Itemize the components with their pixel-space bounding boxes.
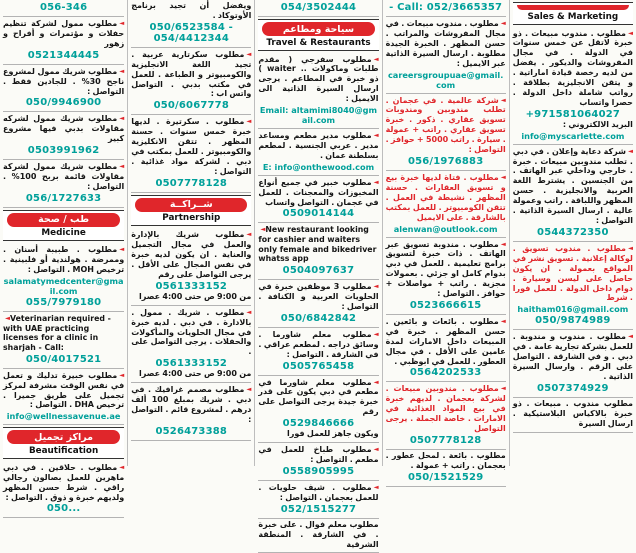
ad-text: مطلوب مدير مطعم ومساعد مدير . عربي الجنسية . لمطعم بسلطنة عمان . (258, 131, 379, 160)
ad-bullet-icon: ◄ (373, 445, 379, 454)
email-address: Email: altamimi8040@gmail.com (259, 105, 378, 126)
phone-number: 0507778128 (409, 435, 482, 446)
ad-bullet-icon: ◄ (627, 243, 633, 252)
section-header (513, 2, 633, 25)
ad-listing (3, 369, 124, 426)
phone-number: 050/9946900 (25, 97, 102, 109)
section-title-ar: طب / صحة (7, 213, 120, 227)
ad-listing (258, 223, 378, 280)
ad-text: مطلوب ممول لشركة تنظيم حفلات و مؤتمرات و أفراح و زهور (3, 19, 125, 48)
section-header (3, 210, 124, 242)
section-header (3, 427, 124, 459)
phone-number: 056/1976883 (407, 155, 484, 167)
ad-bullet-icon: ◄ (500, 19, 506, 27)
phone-number: 055/7979180 (25, 297, 102, 309)
ad-listing (258, 176, 378, 224)
ad-bullet-icon: ◄ (500, 316, 506, 325)
ad-listing (386, 315, 506, 383)
ad-listing (513, 242, 633, 330)
ad-listing (3, 243, 124, 312)
ad-bullet-icon: ◄ (246, 385, 252, 394)
section-header (258, 19, 378, 51)
ad-text: مطلوب شريك ممول لمشروع ناجح 30% . للجادين فقط . التواصل : (3, 66, 125, 96)
ad-listing (386, 17, 506, 94)
ad-text: مطلوب معلم شاورما في مطعم في دبي يكون على قدر خبرة جيدة يرجى التواصل على رقم (258, 377, 379, 417)
ad-bullet-icon: ◄ (373, 177, 379, 186)
ad-text: شركة عالمية . في عجمان . تطلب مندوبين ومندوبات تسويق عقاري . ذكور . خبرة تسويق عقاري . راتب + عمولة . سيارة . راتب 5000 + حوافز . التواصل : (385, 95, 506, 155)
email-address: info@wellnessavenue.ae (6, 411, 121, 422)
ad-text: من 9:00 ص حتى 4:00 عصرا (139, 369, 252, 379)
ad-listing-partial (131, 0, 251, 48)
ad-text: مطلوب . شريك . ممول . بالادارة . في دبي . لديه خبرة في مجال الحلويات والمأكولات والحفلات . يرجى التواصل على . (131, 307, 252, 357)
ad-text: شركة دعاية وإعلان . في دبي . تطلب مندوبين مبيعات . خبرة . خارجي وداخلي عبر الهاتف . من الجنسين . يشترط اللغة العربية والانجليزية . حسن المظهر واللباقة . راتب وعمولة عالية . ارسال السيرة الذاتية . التواصل : (512, 146, 633, 225)
ad-bullet-icon: ◄ (246, 307, 252, 316)
phone-number: 056/1727633 (25, 192, 102, 204)
phone-number: - Call: 052/3665357 (389, 2, 503, 13)
email-address: info@myscarlette.com (521, 130, 625, 141)
section-title-en: Partnership (162, 213, 221, 224)
phone-number: 0558905995 (282, 465, 355, 477)
ad-text: مطلوب . بائعة . لمحل عطور . بعجمان . راتب + عمولة . (385, 451, 506, 470)
ad-text: مطلوب . مندوب مبيعات . في مجال المفروشات والمراتب . حسن المظهر . الخبرة الجيدة مطلوبة . ارسال السيرة الذاتية عبر الايميل : (385, 19, 506, 68)
ad-bullet-icon: ◄ (627, 332, 633, 341)
ad-listing (131, 48, 251, 116)
section-title-ar: شــراكــة (135, 198, 247, 212)
ad-listing (258, 280, 378, 328)
phone-number: 054/3502444 (280, 2, 357, 13)
ad-listing-partial (258, 0, 378, 17)
ad-listing (386, 238, 506, 315)
ad-text: ويفضل أن تجيد برنامج الأوتوكاد . (131, 1, 252, 20)
ad-listing (131, 306, 251, 383)
ad-listing (3, 312, 124, 369)
section-header (131, 195, 251, 227)
phone-number: 0564202533 (409, 367, 482, 379)
ad-listing-partial (513, 398, 633, 433)
ad-bullet-icon: ◄ (119, 462, 125, 471)
ad-text: مطلوب . طبيبة أسنان . وممرضة . هولندية أو فلبينية . ترخيص MOH . التواصل : (3, 245, 125, 275)
section-title-en: Medicine (41, 228, 86, 239)
phone-number: 0505765458 (282, 360, 355, 372)
ad-text: مطلوب طباخ للعمل في مطعم . التواصل : (258, 445, 379, 464)
ad-bullet-icon: ◄ (246, 230, 252, 239)
ad-text: ويكون جاهز للعمل فورا (287, 429, 379, 439)
ad-bullet-icon: ◄ (500, 172, 506, 181)
phone-number: 050/9874989 (535, 315, 611, 327)
ad-listing (3, 461, 124, 519)
ad-listing (131, 115, 251, 192)
phone-number: 0561333152 (155, 280, 228, 292)
ad-listing-partial (386, 0, 506, 17)
ad-bullet-icon: ◄ (373, 482, 379, 491)
ad-bullet-icon: ◄ (5, 314, 10, 323)
ad-bullet-icon: ◄ (500, 239, 506, 248)
ad-listing (258, 328, 378, 376)
ad-text: مطلوب . بائعات و بائعين . حسن المظهر . خبرة في المبيعات داخل الامارات لمدة عامين على الأقل . في مجال العطور . للعمل في ابوظبي . (385, 316, 506, 366)
ad-listing (3, 160, 124, 208)
ad-listing (386, 382, 506, 450)
ad-text: مطلوب . حلاقين . في دبي ماهرين للعمل بصالون رجالي راقي . شرط حسن المظهر ولديهم خبرة و ذوق . التواصل : (3, 462, 125, 502)
ad-listing (513, 330, 633, 398)
ad-bullet-icon: ◄ (260, 225, 266, 234)
ad-text: البريد الالكتروني : (562, 119, 633, 129)
ad-listing-partial (386, 450, 506, 487)
ad-text: مطلوب سكرتارية عربية . تجيد اللغة الانجليزية والكومبيوتر و الطباعة . للعمل في مكتب بدبي . التواصل واتس اب : (131, 49, 252, 99)
ad-listing (258, 129, 378, 176)
column-sales-reps (382, 0, 509, 483)
phone-number: 0523666615 (409, 299, 482, 311)
ad-listing-partial (3, 0, 124, 17)
ad-text: Veterinarian required - with UAE practicing licenses for a clinic in sharjah - Call: (3, 314, 111, 353)
ad-text: مطلوب مصمم غرافيك . في دبي . شريك بمبلغ 100 ألف درهم . لمشروع قائم . التواصل : (131, 385, 252, 424)
ad-listing (258, 443, 378, 481)
phone-number: 050... (46, 503, 81, 515)
ad-bullet-icon: ◄ (500, 95, 506, 104)
phone-number: 052/1515277 (280, 503, 357, 515)
ad-text: مطلوب . مندوب مبيعات . ذو خبرة لاتقل عن خمس سنوات في الدولة . في مجال المفروشات والديكور . يفضل من لديه رخصة قيادة اماراتية . و يتقن الانجليزية بطلاقة . رواتب شاملة داخل الدولة . حصرا واتساب (512, 28, 633, 107)
ad-text: مطلوب مندوب . مبيعات . ذو خبرة بالاكياس البلاستيكية . ارسال السيرة (512, 398, 633, 428)
phone-number: 056-346 (39, 2, 88, 13)
phone-number: 050/4017521 (25, 353, 102, 365)
phone-number: 0503991962 (27, 145, 100, 157)
ad-listing (386, 94, 506, 171)
ad-text: مطلوب . مندوبين مبيعات . لشركة بعجمان . لديهم خبرة في بيع المواد الغذائية في الامارات . خاصة الجملة . يرجى التواصل (385, 384, 506, 434)
ad-bullet-icon: ◄ (373, 329, 379, 338)
section-title-en: Beautification (28, 445, 99, 456)
ad-bullet-icon: ◄ (119, 370, 125, 379)
column-finance-medicine-beauty (0, 0, 127, 515)
ad-text: مطلوب معلم فوال . على خبرة . في الشارقة . المنطقة الشرقية (258, 519, 379, 549)
ad-text: مطلوب شريك بالإدارة والعمل في مجال التجميل والعناية . ان يكون لديه خبرة في نفس المجال على الأقل . يرجى التواصل على رقم (131, 230, 252, 279)
ad-text: مطلوب شريك ممول لشركة مقاولات قائمة بربح 100% . التواصل : (3, 162, 125, 191)
ad-text: مطلوب . شيف حلويات . للعمل بعجمان . التواصل : (258, 482, 379, 502)
ad-bullet-icon: ◄ (119, 66, 125, 75)
section-title-en: Sales & Marketing (527, 11, 619, 22)
ad-bullet-icon: ◄ (627, 146, 633, 155)
ad-listing-partial (258, 519, 378, 553)
column-travel-restaurants (254, 0, 381, 549)
phone-number: 050/6067778 (153, 100, 229, 112)
phone-number: 0561333152 (155, 358, 228, 370)
ad-text: مطلوب . مندوبة تسويق عبر الهاتف . ذات خبرة لتسويق برامج تعليمية . للعمل في دبي بدوام كامل او جزئي . بعمولات مجزية . راتب + مواصلات + حوافز . التواصل : (385, 239, 506, 299)
ad-bullet-icon: ◄ (119, 114, 125, 123)
phone-number: 0544372350 (537, 226, 609, 238)
ad-listing (131, 228, 251, 305)
ad-listing (131, 383, 251, 441)
ad-listing (3, 112, 124, 160)
ad-listing (258, 53, 378, 130)
ad-listing (3, 17, 124, 65)
ad-text: مطلوب معلم شاورما . وسائق دراجه . لمطعم عراقي . في الشارقة . التواصل : (258, 329, 379, 359)
ad-text: مطلوب . فتاة لديها خبرة بيع و تسويق العقارات . حسنة المظهر . نشيطة في العمل . تتقن الكومبيوتر . للعمل بمكتب بالشارقة . على الايميل (385, 172, 506, 222)
ad-bullet-icon: ◄ (119, 19, 125, 27)
ad-text: مطلوب . مندوب تسويق . لوكالة إعلانية . تسويق نشر في المواقع بعمولة . ان يكون حاصل على ليسن وسيارة . دوام داخل الدولة . للعمل فورا . شرط (512, 243, 633, 303)
ad-bullet-icon: ◄ (373, 54, 379, 63)
ad-bullet-icon: ◄ (119, 162, 125, 171)
ad-text: مطلوب خبيرة تدليك و تعمل في نفس الوقت مشرفة لمركز تجميل على طريق جميرا . ترخيص DHA . التواصل : (3, 370, 125, 410)
ad-text: مطلوب سفرجي ( مقدم طلبات وماكولات .. waiter ) ذو خبرة في المطاعم . يرجى ارسال السيرة الذاتية الى الايميل : (258, 54, 379, 104)
section-title-ar: سياحة ومطاعم (262, 22, 374, 36)
ad-text: مطلوب خبير في جميع أنواع المخبوزات والمعجنات . للعمل في عجمان . التواصل واتساب (258, 177, 379, 207)
ad-bullet-icon: ◄ (246, 49, 252, 58)
ad-bullet-icon: ◄ (373, 377, 379, 386)
ad-text: مطلوب . مندوب و مندوبة . للعمل بشركة تجارية عامة . في دبي . و في الشارقة . التواصل على الرقم . وارسال السيرة الذاتية . (512, 332, 633, 381)
ad-bullet-icon: ◄ (500, 384, 506, 393)
phone-number: 050/6523584 - 054/4412344 (149, 21, 234, 44)
section-title-en: Travel & Restaurants (266, 37, 371, 48)
ad-listing (513, 27, 633, 145)
ad-listing (386, 171, 506, 238)
email-address: haitham016@gmail.com (517, 304, 629, 315)
ad-bullet-icon: ◄ (373, 282, 379, 291)
phone-number: 0507778128 (155, 177, 228, 189)
ad-listing (258, 481, 378, 519)
phone-number: 0507374929 (537, 382, 609, 394)
phone-number: 0509014144 (282, 208, 355, 220)
ad-listing (513, 145, 633, 242)
phone-number: 050/1521529 (407, 471, 484, 483)
email-address: alenwan@outlook.com (393, 223, 498, 234)
phone-number: +971581064027 (525, 108, 621, 120)
email-address: salamatymedcenter@gmail.com (3, 276, 124, 297)
phone-number: 050/6842842 (280, 312, 357, 324)
email-address: careersgroupuae@gmail.com (387, 69, 504, 90)
ad-bullet-icon: ◄ (373, 131, 379, 140)
ad-bullet-icon: ◄ (246, 117, 252, 126)
phone-number: 0526473388 (155, 425, 228, 437)
ad-text: مطلوب شريك ممول لشركه مقاولات بدبي فيها مشروع كبير (3, 114, 125, 144)
ad-listing (258, 376, 378, 444)
ad-text: مطلوب . سكرتيرة . لديها خبرة خمس سنوات . حسنة المظهر . تتقن الانكليزية والكومبيوتر . للعمل بمكتب في دبي . لشركة مواد غذائية . التواصل : (131, 117, 252, 176)
ad-text: من 9:00 ص حتى 4:00 عصرا (139, 291, 252, 301)
ad-bullet-icon: ◄ (119, 245, 125, 254)
ad-text: New restaurant looking for cashier and waiters only female and bikedriver whatss app (258, 225, 377, 264)
email-address: E: info@onthewood.com (262, 161, 375, 172)
ad-text: مطلوب 3 موظفين خبرة في الحلويات العربية و الكنافة . التواصل : (258, 282, 379, 311)
ad-bullet-icon: ◄ (627, 28, 633, 37)
section-title-ar: مراكز تجميل (7, 430, 120, 444)
column-sales-marketing (509, 0, 636, 466)
phone-number: 0504097637 (282, 265, 355, 277)
phone-number: 0521344445 (27, 49, 100, 61)
ad-listing (3, 65, 124, 113)
column-office-partnership (127, 0, 254, 466)
phone-number: 0529846666 (282, 418, 355, 430)
